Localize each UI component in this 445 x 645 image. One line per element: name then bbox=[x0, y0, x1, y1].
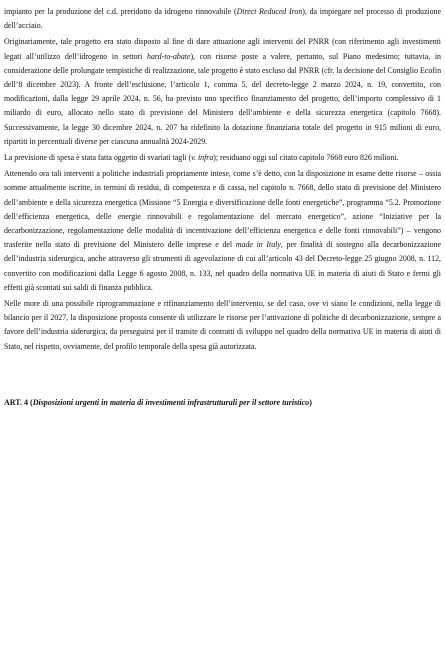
article-heading-suffix: ) bbox=[309, 397, 312, 407]
article-heading-title: Disposizioni urgenti in materia di investimenti infrastrutturali per il settore turistico bbox=[32, 397, 310, 407]
paragraph-reprogramming: Nelle more di una possibile riprogrammazione e rifinanziamento dell’intervento, se del caso, ove vi siano le condizioni, nella legge di bilancio per il 2027, la disposizione proposta consente di utilizzare le risorse per l’attivazione di politiche di decarbonizzazione, sempre a favore dell’industria siderurgica, da perseguirsi per il tramite di contratti di sviluppo nel quadro della normativa UE in materia di aiuti di Stato, nel rispetto, ovviamente, del profilo temporale della spesa già autorizzata. bbox=[4, 299, 441, 351]
document-page bbox=[4, 5, 441, 410]
paragraph-resource-transfer: Attenendo ora tali interventi a politiche industriali propriamente intese, come s’è detto, con la disposizione in esame dette risorse – ossia somme attualmente iscritte, in termini di residui, di competenza e di cassa, nel capitolo n. 7668, dello stato di previsione del Ministero dell’ambiente e della sicurezza energetica (Missione “5 Energia e diversificazione delle fonti energetiche”, programma “5.2. Promozione dell’efficienza energetica, delle energie rinnovabili e regolamentazione del mercato energetico”, azione “Iniziative per la decarbonizzazione, regolamentazione delle modalità di incentivazione dell’efficienza energetica e delle fonti rinnovabili”) – vengono trasferite nello stato di previsione del Ministero delle imprese e del made in Italy, per finalità di sostegno alla decarbonizzazione dell’industria siderurgica, anche attraverso gli strumenti di agevolazione di cui all’articolo 43 del Decreto-legge 25 giugno 2008, n. 112, convertito con modificazioni dalla Legge 6 agosto 2008, n. 133, nel quadro della normativa UE in materia di aiuti di Stato e fermi gli effetti già scontati sui saldi di finanza pubblica. bbox=[4, 169, 441, 292]
article-heading bbox=[4, 396, 441, 410]
paragraph-project-history: Originariamente, tale progetto era stato disposto al fine di dare attuazione agli interventi del PNRR (con riferimento agli investimenti legati all’utilizzo dell’idrogeno in settori hard-to-abate), con risorse poste a valere, pertanto, sul Piano medesimo; tuttavia, in considerazione delle prolungate tempistiche di realizzazione, tale progetto è stato escluso dal PNRR (cfr. la decisione del Consiglio Ecofin dell’8 dicembre 2023). A fronte dell’esclusione, l’articolo 1, comma 5, del decreto-legge 2 marzo 2024, n. 19, convertito, con modificazioni, dalla legge 29 aprile 2024, n. 56, ha previsto uno specifico finanziamento del progetto, dell’importo complessivo di 1 miliardo di euro, allocato nello stato di previsione del Ministero dell’ambiente e della sicurezza energetica (capitolo 7668). Successivamente, la legge 30 dicembre 2024, n. 207 ha ridefinito la dotazione finanziaria totale del progetto in 915 milioni di euro, ripartiti in percentuali diverse per ciascuna annualità 2024-2029. bbox=[4, 37, 441, 146]
section-spacer bbox=[4, 356, 441, 396]
paragraph-continuation: impianto per la produzione del c.d. preridotto da idrogeno rinnovabile (Direct Reduced Iron), da impiegare nel processo di produzione dell’acciaio. bbox=[4, 7, 441, 31]
paragraph-spending-cuts: La previsione di spesa è stata fatta oggetto di svariati tagli (v. infra); residuano oggi sul citato capitolo 7668 euro 826 milioni. bbox=[4, 153, 399, 163]
article-heading-prefix: ART. 4 ( bbox=[4, 397, 33, 407]
